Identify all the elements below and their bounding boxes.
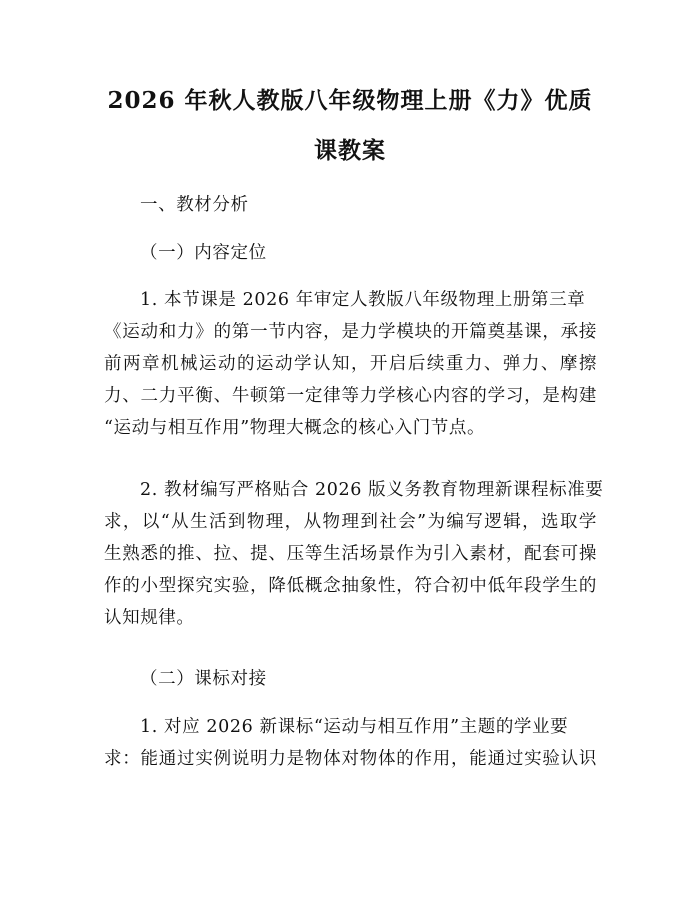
- paragraph-line: 认知规律。: [104, 608, 195, 628]
- subsection-heading: （一）内容定位: [140, 243, 267, 263]
- section-heading: 一、教材分析: [140, 195, 249, 215]
- paragraph-line: 《运动和力》的第一节内容，是力学模块的开篇奠基课，承接: [104, 322, 597, 342]
- subsection-heading: （二）课标对接: [140, 669, 267, 689]
- paragraph-line: 力、二力平衡、牛顿第一定律等力学核心内容的学习，是构建: [104, 386, 597, 406]
- paragraph-line: 1. 对应 2026 新课标“运动与相互作用”主题的学业要: [140, 717, 569, 737]
- paragraph-line: 求，以“从生活到物理，从物理到社会”为编写逻辑，选取学: [104, 512, 597, 532]
- document-title-line1: 2026 年秋人教版八年级物理上册《力》优质: [107, 87, 593, 114]
- paragraph-line: 1. 本节课是 2026 年审定人教版八年级物理上册第三章: [140, 290, 586, 310]
- paragraph-line: 求：能通过实例说明力是物体对物体的作用，能通过实验认识: [104, 749, 597, 769]
- paragraph-line: 作的小型探究实验，降低概念抽象性，符合初中低年段学生的: [104, 576, 597, 596]
- document-title-line2: 课教案: [314, 137, 386, 164]
- paragraph-line: 2. 教材编写严格贴合 2026 版义务教育物理新课程标准要: [140, 480, 604, 500]
- paragraph-line: 生熟悉的推、拉、提、压等生活场景作为引入素材，配套可操: [104, 544, 597, 564]
- paragraph-line: “运动与相互作用”物理大概念的核心入门节点。: [104, 418, 486, 438]
- paragraph-line: 前两章机械运动的运动学认知，开启后续重力、弹力、摩擦: [104, 354, 597, 374]
